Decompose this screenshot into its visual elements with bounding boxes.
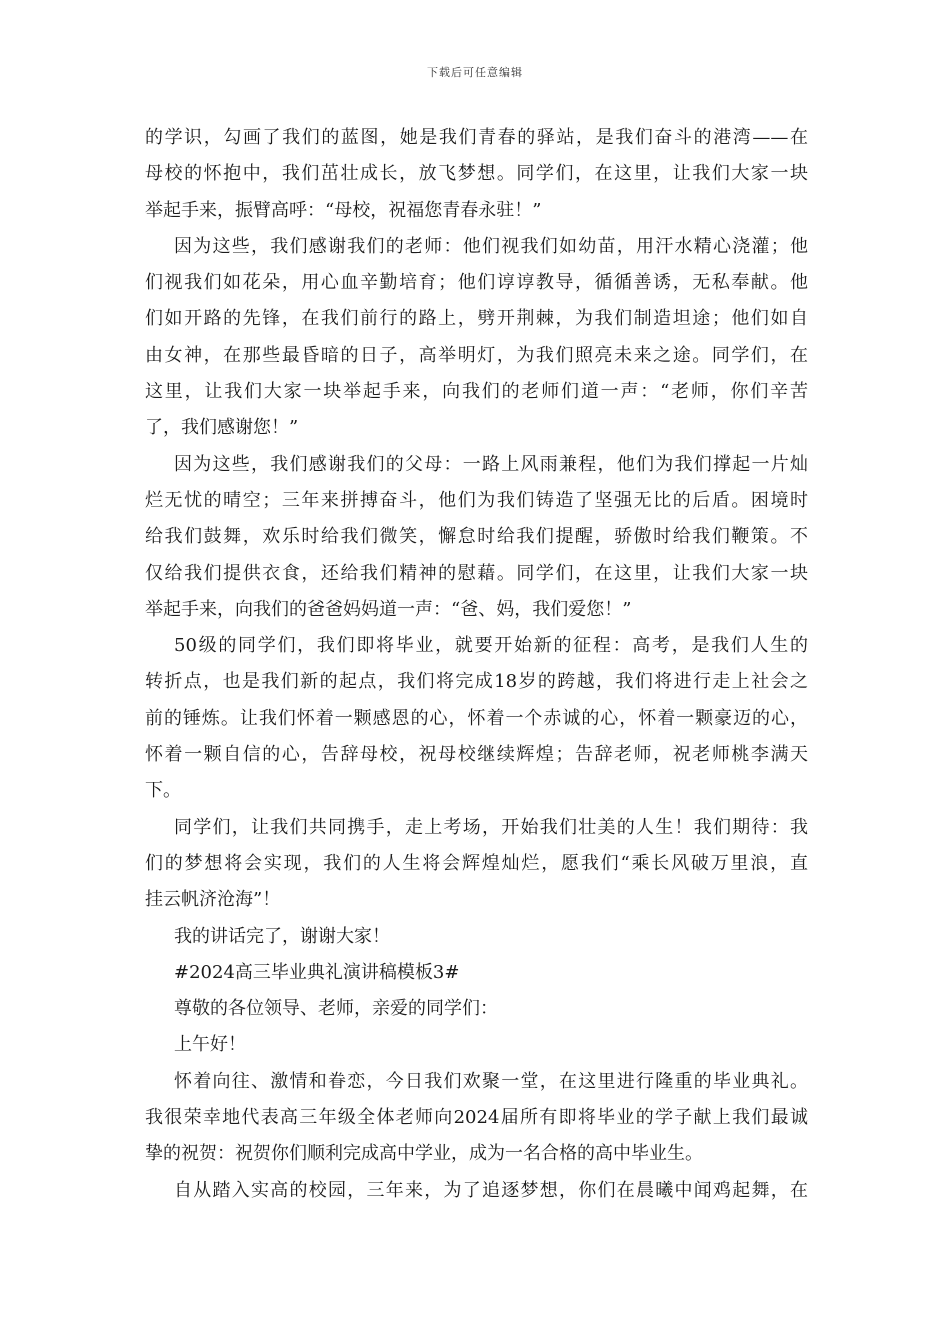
text-line: 因为这些，我们感谢我们的父母：一路上风雨兼程，他们为我们撑起一片灿 bbox=[174, 453, 808, 475]
text-line: 挚的祝贺：祝贺你们顺利完成高中学业，成为一名合格的高中毕业生。 bbox=[145, 1143, 703, 1165]
text-line: 前的锤炼。让我们怀着一颗感恩的心，怀着一个赤诚的心，怀着一颗豪迈的心， bbox=[145, 707, 808, 729]
text-line: 们的梦想将会实现，我们的人生将会辉煌灿烂，愿我们“乘长风破万里浪，直 bbox=[145, 852, 808, 874]
text-line: 同学们，让我们共同携手，走上考场，开始我们壮美的人生！我们期待：我 bbox=[174, 816, 808, 838]
document-body bbox=[145, 120, 808, 1209]
page-header-note: 下载后可任意编辑 bbox=[427, 66, 523, 79]
text-line: 们如开路的先锋，在我们前行的路上，劈开荆棘，为我们制造坦途；他们如自 bbox=[145, 308, 808, 330]
text-line: 的学识，勾画了我们的蓝图，她是我们青春的驿站，是我们奋斗的港湾——在 bbox=[145, 127, 808, 148]
text-line: 举起手来，向我们的爸爸妈妈道一声：“爸、妈，我们爱您！” bbox=[145, 598, 632, 620]
text-line: 仅给我们提供衣食，还给我们精神的慰藉。同学们，在这里，让我们大家一块 bbox=[145, 562, 808, 584]
text-line: 了，我们感谢您！” bbox=[145, 417, 299, 439]
text-line: 因为这些，我们感谢我们的老师：他们视我们如幼苗，用汗水精心浇灌；他 bbox=[174, 235, 808, 257]
text-line: 转折点，也是我们新的起点，我们将完成18岁的跨越，我们将进行走上社会之 bbox=[145, 671, 808, 693]
text-line: 这里，让我们大家一块举起手来，向我们的老师们道一声：“老师，你们辛苦 bbox=[145, 381, 808, 403]
text-line: 举起手来，振臂高呼：“母校，祝福您青春永驻！” bbox=[145, 199, 542, 221]
section-heading: #2024高三毕业典礼演讲稿模板3# bbox=[174, 961, 460, 983]
salutation: 尊敬的各位领导、老师，亲爱的同学们： bbox=[174, 998, 498, 1020]
text-line: 下。 bbox=[145, 780, 181, 802]
text-line: 烂无忧的晴空；三年来拼搏奋斗，他们为我们铸造了坚强无比的后盾。困境时 bbox=[145, 489, 808, 511]
text-line: 由女神，在那些最昏暗的日子，高举明灯，为我们照亮未来之途。同学们，在 bbox=[145, 344, 808, 366]
text-line: 给我们鼓舞，欢乐时给我们微笑，懈怠时给我们提醒，骄傲时给我们鞭策。不 bbox=[145, 526, 808, 548]
text-line: 们视我们如花朵，用心血辛勤培育；他们谆谆教导，循循善诱，无私奉献。他 bbox=[145, 272, 808, 294]
text-line: 我很荣幸地代表高三年级全体老师向2024届所有即将毕业的学子献上我们最诚 bbox=[145, 1107, 808, 1129]
text-line: 50级的同学们，我们即将毕业，就要开始新的征程：高考，是我们人生的 bbox=[174, 635, 808, 657]
text-line: 母校的怀抱中，我们茁壮成长，放飞梦想。同学们，在这里，让我们大家一块 bbox=[145, 163, 808, 185]
text-line: 自从踏入实高的校园，三年来，为了追逐梦想，你们在晨曦中闻鸡起舞，在 bbox=[174, 1179, 808, 1201]
text-line: 怀着一颗自信的心，告辞母校，祝母校继续辉煌；告辞老师，祝老师桃李满天 bbox=[145, 744, 808, 766]
text-line: 我的讲话完了，谢谢大家！ bbox=[174, 925, 390, 947]
text-line: 怀着向往、激情和眷恋，今日我们欢聚一堂，在这里进行隆重的毕业典礼。 bbox=[174, 1070, 808, 1092]
text-line: 挂云帆济沧海”！ bbox=[145, 889, 281, 911]
greeting: 上午好！ bbox=[174, 1034, 246, 1056]
